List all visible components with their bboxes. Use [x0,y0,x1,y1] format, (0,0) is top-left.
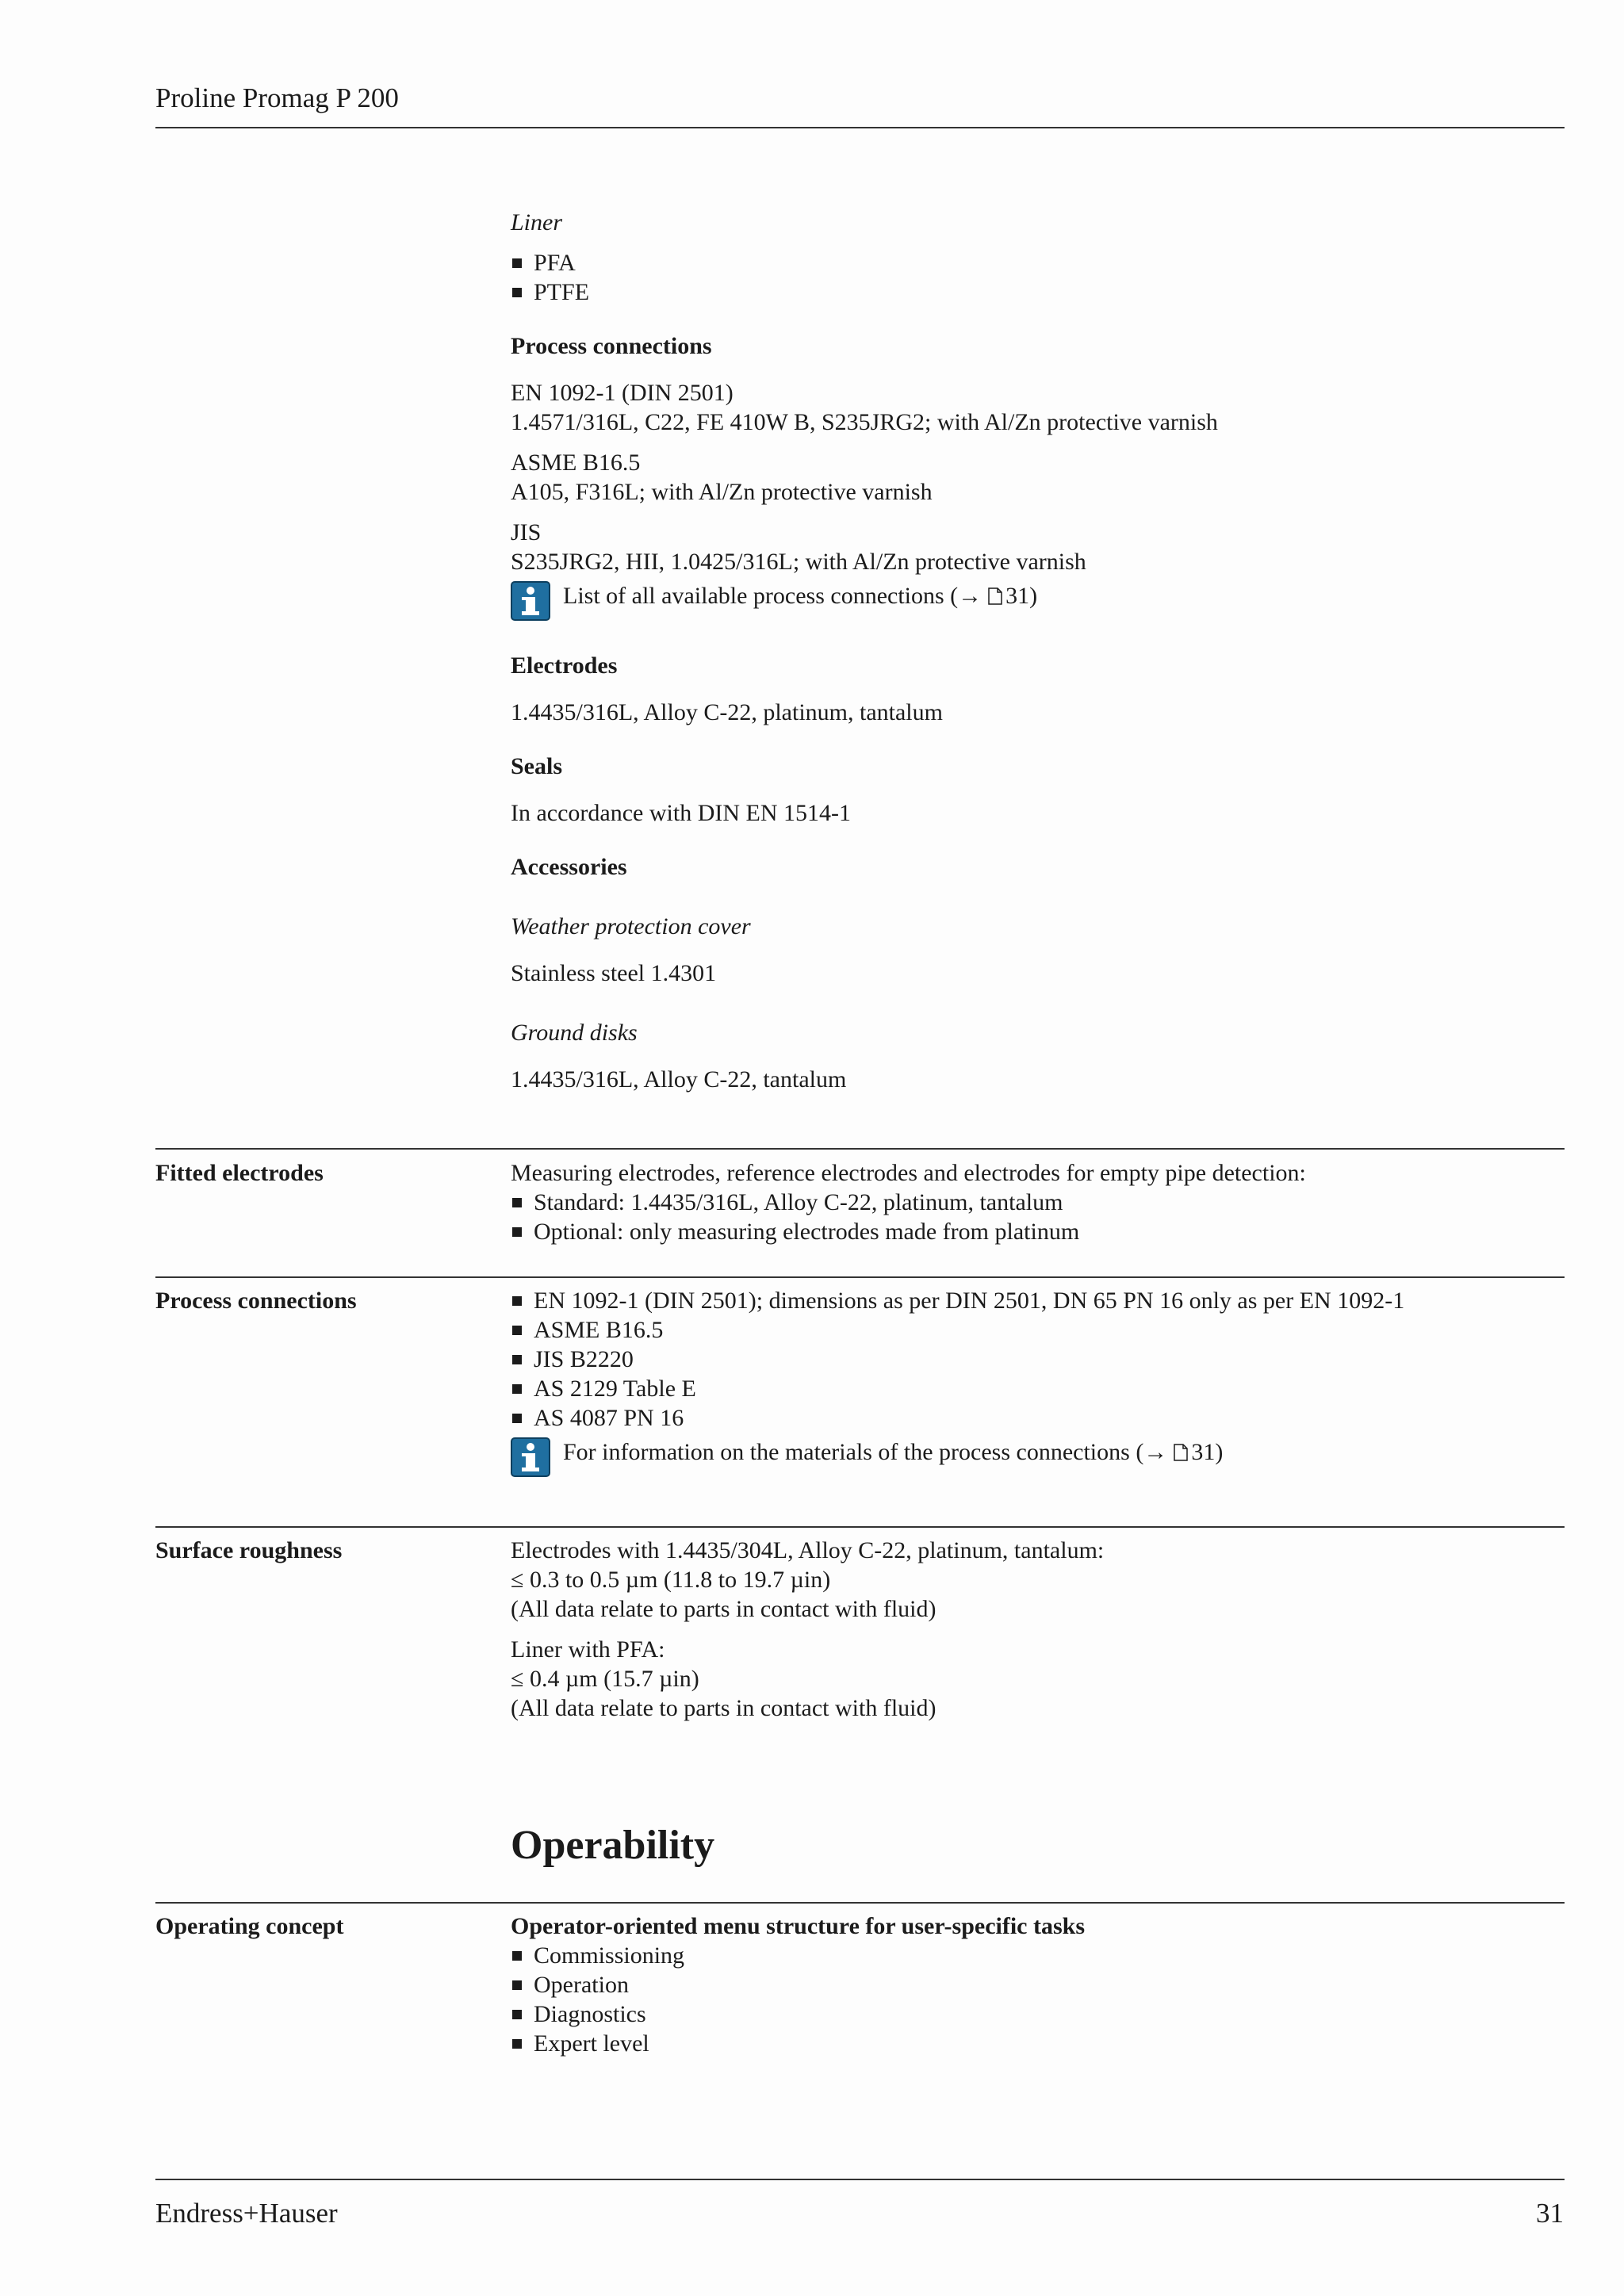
surface-line: (All data relate to parts in contact with fluid) [511,1695,936,1721]
section-rule [155,1526,1565,1528]
info-icon [511,581,550,621]
note-text: List of all available process connections (→ [563,583,982,609]
list-item: Commissioning [511,1941,1565,1970]
seals-text: In accordance with DIN EN 1514-1 [511,800,852,826]
electrodes-subheading: Electrodes [511,652,618,679]
surface-roughness-label: Surface roughness [155,1537,343,1563]
list-item: Diagnostics [511,1999,1565,2029]
list-item: Operation [511,1970,1565,1999]
footer-rule [155,2179,1565,2180]
electrodes-text: 1.4435/316L, Alloy C-22, platinum, tantalum [511,699,943,725]
list-item: AS 2129 Table E [511,1374,1565,1403]
surface-line: ≤ 0.3 to 0.5 µm (11.8 to 19.7 µin) [511,1567,831,1593]
note-text: For information on the materials of the process connections (→ [563,1439,1168,1465]
seals-subheading: Seals [511,753,563,779]
info-note [511,581,1565,621]
weather-cover-heading: Weather protection cover [511,913,751,939]
operating-concept-subheading: Operator-oriented menu structure for user-specific tasks [511,1913,1086,1939]
list-item: JIS B2220 [511,1345,1565,1374]
list-item: Optional: only measuring electrodes made from platinum [511,1217,1565,1246]
page-ref-link[interactable]: 31) [1005,583,1038,609]
surface-line: Liner with PFA: [511,1636,665,1663]
page-header-title: Proline Promag P 200 [155,82,399,113]
surface-line: Electrodes with 1.4435/304L, Alloy C-22, platinum, tantalum: [511,1537,1105,1563]
page-number: 31 [1536,2198,1564,2229]
ground-disks-heading: Ground disks [511,1020,638,1046]
info-note-text [563,1437,1223,1467]
weather-cover-text: Stainless steel 1.4301 [511,960,717,986]
list-item: AS 4087 PN 16 [511,1403,1565,1433]
footer-brand: Endress+Hauser [155,2198,338,2229]
list-item: PTFE [511,277,1565,307]
pc-material: 1.4571/316L, C22, FE 410W B, S235JRG2; with Al/Zn protective varnish [511,409,1218,435]
surface-line: (All data relate to parts in contact with fluid) [511,1596,936,1622]
accessories-subheading: Accessories [511,854,627,880]
fitted-electrodes-label: Fitted electrodes [155,1160,324,1186]
section-rule [155,1902,1565,1904]
ground-disks-text: 1.4435/316L, Alloy C-22, tantalum [511,1066,847,1093]
process-connections-subheading: Process connections [511,333,712,359]
page-reference-icon [988,587,1002,605]
process-connections-label: Process connections [155,1288,357,1314]
pc-material: A105, F316L; with Al/Zn protective varnish [511,479,933,505]
pc-standard: ASME B16.5 [511,450,641,476]
list-item: EN 1092-1 (DIN 2501); dimensions as per DIN 2501, DN 65 PN 16 only as per EN 1092-1 [511,1286,1565,1315]
info-icon [511,1437,550,1477]
list-item: PFA [511,248,1565,277]
list-item: Expert level [511,2029,1565,2058]
liner-heading: Liner [511,209,563,235]
pc-material: S235JRG2, HII, 1.0425/316L; with Al/Zn protective varnish [511,549,1086,575]
info-note-text [563,581,1037,610]
materials-content [511,208,1565,1094]
section-rule [155,1276,1565,1278]
fitted-intro: Measuring electrodes, reference electrodes and electrodes for empty pipe detection: [511,1160,1306,1186]
info-note [511,1437,1565,1477]
pc-standard: JIS [511,519,542,545]
page-ref-link[interactable]: 31) [1191,1439,1224,1465]
operating-concept-label: Operating concept [155,1913,344,1939]
surface-line: ≤ 0.4 µm (15.7 µin) [511,1666,699,1692]
page-reference-icon [1174,1444,1188,1461]
header-rule [155,127,1565,128]
section-rule [155,1148,1565,1150]
list-item: Standard: 1.4435/316L, Alloy C-22, platinum, tantalum [511,1188,1565,1217]
operability-heading: Operability [511,1823,715,1868]
pc-standard: EN 1092-1 (DIN 2501) [511,380,733,406]
list-item: ASME B16.5 [511,1315,1565,1345]
